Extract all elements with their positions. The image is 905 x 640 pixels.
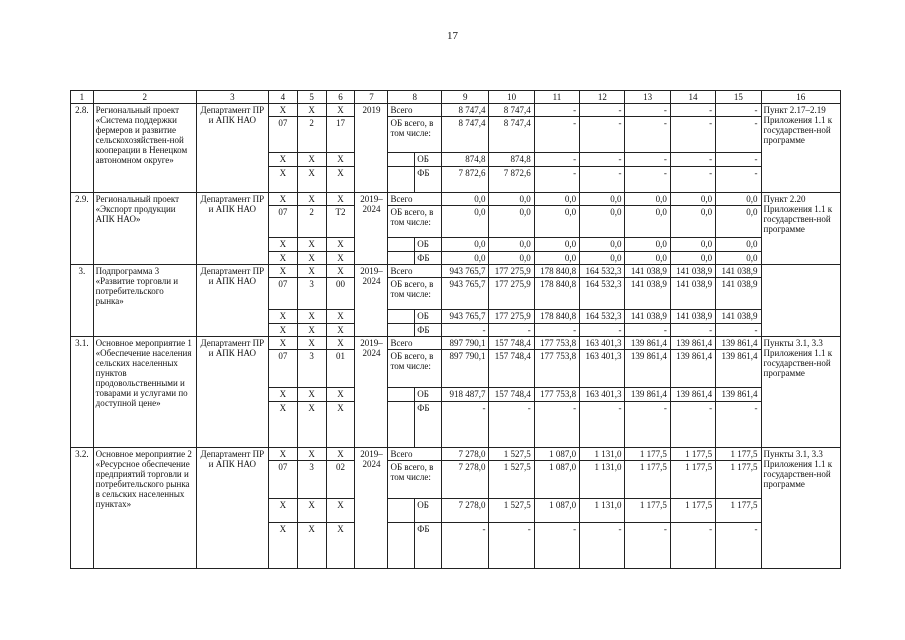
code-cell: X [326, 104, 355, 117]
amount-cell: 8 747,4 [442, 117, 489, 153]
header-cell-7: 7 [355, 91, 388, 104]
years-cell: 2019–2024 [355, 448, 388, 569]
amount-cell: - [580, 117, 625, 153]
funding-source-label: ФБ [415, 324, 442, 337]
amount-cell: - [625, 167, 670, 193]
funding-source-label: ОБ всего, в том числе: [388, 461, 442, 499]
amount-cell: 177 753,8 [534, 337, 579, 350]
amount-cell: 0,0 [442, 252, 489, 265]
code-cell: X [297, 448, 326, 461]
code-cell: X [268, 104, 297, 117]
amount-cell: - [580, 402, 625, 448]
department: Департамент ПР и АПК НАО [196, 448, 268, 569]
amount-cell: 139 861,4 [625, 388, 670, 402]
funding-source-label: ОБ [415, 310, 442, 324]
amount-cell: 139 861,4 [670, 350, 715, 388]
amount-cell: 874,8 [442, 153, 489, 167]
funding-indent-cell [388, 402, 415, 448]
code-cell: X [326, 499, 355, 523]
amount-cell: 1 131,0 [580, 448, 625, 461]
amount-cell: - [580, 153, 625, 167]
amount-cell: 1 087,0 [534, 461, 579, 499]
amount-cell: 943 765,7 [442, 265, 489, 278]
amount-cell: - [534, 167, 579, 193]
years-cell: 2019–2024 [355, 265, 388, 337]
department: Департамент ПР и АПК НАО [196, 337, 268, 448]
amount-cell: 0,0 [534, 206, 579, 238]
code-cell: X [268, 324, 297, 337]
amount-cell: 139 861,4 [716, 350, 761, 388]
amount-cell: 139 861,4 [670, 337, 715, 350]
amount-cell: 141 038,9 [625, 310, 670, 324]
amount-cell: - [534, 523, 579, 569]
header-cell-10: 10 [489, 91, 534, 104]
amount-cell: - [716, 167, 761, 193]
amount-cell: 139 861,4 [716, 388, 761, 402]
code-cell: 2 [297, 206, 326, 238]
amount-cell: 897 790,1 [442, 337, 489, 350]
funding-source-label: ОБ [415, 499, 442, 523]
amount-cell: 1 177,5 [716, 499, 761, 523]
amount-cell: 157 748,4 [489, 337, 534, 350]
header-cell-5: 5 [297, 91, 326, 104]
header-cell-4: 4 [268, 91, 297, 104]
amount-cell: - [625, 523, 670, 569]
amount-cell: - [442, 402, 489, 448]
code-cell: T2 [326, 206, 355, 238]
amount-cell: - [625, 117, 670, 153]
amount-cell: 0,0 [625, 238, 670, 252]
amount-cell: 0,0 [534, 193, 579, 206]
amount-cell: 0,0 [534, 252, 579, 265]
amount-cell: 0,0 [625, 252, 670, 265]
amount-cell: 0,0 [670, 238, 715, 252]
amount-cell: 139 861,4 [670, 388, 715, 402]
amount-cell: 1 131,0 [580, 461, 625, 499]
amount-cell: 0,0 [580, 193, 625, 206]
header-cell-16: 16 [761, 91, 840, 104]
header-cell-15: 15 [716, 91, 761, 104]
code-cell: X [297, 238, 326, 252]
years-cell: 2019–2024 [355, 337, 388, 448]
code-cell: X [326, 448, 355, 461]
code-cell: 00 [326, 278, 355, 310]
amount-cell: 0,0 [670, 252, 715, 265]
amount-cell: 8 747,4 [442, 104, 489, 117]
department: Департамент ПР и АПК НАО [196, 193, 268, 265]
header-cell-13: 13 [625, 91, 670, 104]
code-cell: X [326, 193, 355, 206]
code-cell: 3 [297, 278, 326, 310]
amount-cell: - [625, 153, 670, 167]
code-cell: X [326, 337, 355, 350]
code-cell: 07 [268, 350, 297, 388]
header-cell-9: 9 [442, 91, 489, 104]
department: Департамент ПР и АПК НАО [196, 104, 268, 193]
code-cell: 02 [326, 461, 355, 499]
amount-cell: 1 177,5 [716, 461, 761, 499]
amount-cell: 1 177,5 [670, 448, 715, 461]
code-cell: X [297, 265, 326, 278]
amount-cell: 164 532,3 [580, 278, 625, 310]
amount-cell: - [670, 523, 715, 569]
amount-cell: - [716, 153, 761, 167]
amount-cell: - [442, 523, 489, 569]
amount-cell: 157 748,4 [489, 350, 534, 388]
amount-cell: 139 861,4 [625, 337, 670, 350]
item-name: Основное мероприятие 2 «Ресурсное обеспечение предприятий торговли и потребительского рынка в сельских населенных пунктах» [93, 448, 196, 569]
amount-cell: - [625, 104, 670, 117]
amount-cell: 1 177,5 [670, 461, 715, 499]
funding-source-label: ФБ [415, 167, 442, 193]
amount-cell: 139 861,4 [716, 337, 761, 350]
amount-cell: 141 038,9 [625, 265, 670, 278]
amount-cell: - [580, 167, 625, 193]
code-cell: 07 [268, 206, 297, 238]
funding-indent-cell [388, 310, 415, 324]
code-cell: X [268, 448, 297, 461]
amount-cell: 177 275,9 [489, 310, 534, 324]
header-cell-2: 2 [93, 91, 196, 104]
amount-cell: 7 278,0 [442, 448, 489, 461]
code-cell: X [326, 238, 355, 252]
amount-cell: 7 872,6 [442, 167, 489, 193]
amount-cell: 141 038,9 [625, 278, 670, 310]
amount-cell: - [670, 117, 715, 153]
code-cell: X [268, 310, 297, 324]
amount-cell: 0,0 [442, 193, 489, 206]
code-cell: X [297, 193, 326, 206]
code-cell: X [297, 153, 326, 167]
funding-source-label: ОБ всего, в том числе: [388, 350, 442, 388]
amount-cell: - [625, 324, 670, 337]
funding-source-label: Всего [388, 193, 442, 206]
amount-cell: - [580, 324, 625, 337]
header-cell-1: 1 [71, 91, 94, 104]
amount-cell: 0,0 [716, 238, 761, 252]
amount-cell: - [716, 117, 761, 153]
header-cell-14: 14 [670, 91, 715, 104]
code-cell: 07 [268, 461, 297, 499]
code-cell: X [268, 167, 297, 193]
amount-cell: - [442, 324, 489, 337]
code-cell: X [326, 402, 355, 448]
table-row [71, 448, 841, 461]
amount-cell: 0,0 [489, 193, 534, 206]
funding-source-label: ОБ [415, 153, 442, 167]
header-cell-11: 11 [534, 91, 579, 104]
amount-cell: - [489, 402, 534, 448]
amount-cell: 0,0 [489, 206, 534, 238]
amount-cell: 1 527,5 [489, 499, 534, 523]
code-cell: X [268, 388, 297, 402]
code-cell: 01 [326, 350, 355, 388]
amount-cell: 0,0 [534, 238, 579, 252]
code-cell: X [268, 252, 297, 265]
funding-source-label: ФБ [415, 252, 442, 265]
code-cell: X [326, 324, 355, 337]
amount-cell: 1 131,0 [580, 499, 625, 523]
amount-cell: - [716, 523, 761, 569]
code-cell: 17 [326, 117, 355, 153]
amount-cell: 0,0 [716, 193, 761, 206]
funding-indent-cell [388, 499, 415, 523]
amount-cell: 7 872,6 [489, 167, 534, 193]
funding-indent-cell [388, 153, 415, 167]
amount-cell: 164 532,3 [580, 265, 625, 278]
amount-cell: 943 765,7 [442, 278, 489, 310]
amount-cell: 139 861,4 [625, 350, 670, 388]
amount-cell: - [580, 523, 625, 569]
amount-cell: - [670, 104, 715, 117]
code-cell: X [268, 153, 297, 167]
funding-indent-cell [388, 238, 415, 252]
funding-source-label: Всего [388, 104, 442, 117]
table-row [71, 337, 841, 350]
funding-source-label: ФБ [415, 523, 442, 569]
funding-source-label: ОБ всего, в том числе: [388, 117, 442, 153]
code-cell: X [297, 388, 326, 402]
funding-source-label: ОБ [415, 388, 442, 402]
item-name: Региональный проект «Экспорт продукции АПК НАО» [93, 193, 196, 265]
amount-cell: - [670, 402, 715, 448]
table-row [71, 193, 841, 206]
code-cell: X [297, 523, 326, 569]
funding-indent-cell [388, 167, 415, 193]
code-cell: X [268, 265, 297, 278]
note-cell: Пункты 3.1, 3.3 Приложения 1.1 к государствен-ной программе [761, 337, 840, 448]
code-cell: X [297, 402, 326, 448]
row-number: 3.2. [71, 448, 94, 569]
funding-indent-cell [388, 252, 415, 265]
item-name: Подпрограмма 3 «Развитие торговли и потребительского рынка» [93, 265, 196, 337]
item-name: Региональный проект «Система поддержки фермеров и развитие сельскохозяйствен-ной кооперации в Ненецком автономном округе» [93, 104, 196, 193]
code-cell: X [297, 337, 326, 350]
funding-source-label: Всего [388, 265, 442, 278]
code-cell: 07 [268, 278, 297, 310]
amount-cell: 141 038,9 [670, 310, 715, 324]
code-cell: X [297, 310, 326, 324]
amount-cell: 0,0 [442, 238, 489, 252]
page-number: 17 [447, 30, 458, 42]
department: Департамент ПР и АПК НАО [196, 265, 268, 337]
amount-cell: 1 177,5 [670, 499, 715, 523]
amount-cell: 177 275,9 [489, 278, 534, 310]
amount-cell: 1 177,5 [625, 499, 670, 523]
code-cell: X [268, 193, 297, 206]
header-cell-6: 6 [326, 91, 355, 104]
amount-cell: 163 401,3 [580, 337, 625, 350]
code-cell: X [326, 265, 355, 278]
amount-cell: 1 177,5 [716, 448, 761, 461]
amount-cell: 163 401,3 [580, 388, 625, 402]
amount-cell: - [489, 324, 534, 337]
item-name: Основное мероприятие 1 «Обеспечение населения сельских населенных пунктов продовольственными и товарами и услугами по доступной цене» [93, 337, 196, 448]
amount-cell: 0,0 [489, 238, 534, 252]
amount-cell: 0,0 [716, 252, 761, 265]
amount-cell: 8 747,4 [489, 104, 534, 117]
code-cell: X [268, 499, 297, 523]
amount-cell: 163 401,3 [580, 350, 625, 388]
amount-cell: 177 275,9 [489, 265, 534, 278]
code-cell: X [268, 523, 297, 569]
amount-cell: 7 278,0 [442, 461, 489, 499]
amount-cell: 0,0 [716, 206, 761, 238]
code-cell: 3 [297, 461, 326, 499]
amount-cell: 141 038,9 [670, 278, 715, 310]
row-number: 3. [71, 265, 94, 337]
amount-cell: 178 840,8 [534, 265, 579, 278]
budget-table [70, 90, 841, 569]
amount-cell: 0,0 [670, 206, 715, 238]
amount-cell: 943 765,7 [442, 310, 489, 324]
amount-cell: 8 747,4 [489, 117, 534, 153]
amount-cell: 0,0 [625, 193, 670, 206]
funding-source-label: ОБ [415, 238, 442, 252]
amount-cell: 157 748,4 [489, 388, 534, 402]
row-number: 2.8. [71, 104, 94, 193]
code-cell: X [326, 153, 355, 167]
amount-cell: 1 177,5 [625, 448, 670, 461]
code-cell: 3 [297, 350, 326, 388]
code-cell: X [326, 252, 355, 265]
funding-source-label: Всего [388, 337, 442, 350]
amount-cell: 164 532,3 [580, 310, 625, 324]
amount-cell: 1 527,5 [489, 461, 534, 499]
amount-cell: - [489, 523, 534, 569]
code-cell: 2 [297, 117, 326, 153]
amount-cell: 141 038,9 [716, 310, 761, 324]
amount-cell: - [625, 402, 670, 448]
amount-cell: - [534, 153, 579, 167]
code-cell: X [297, 499, 326, 523]
header-cell-3: 3 [196, 91, 268, 104]
row-number: 2.9. [71, 193, 94, 265]
amount-cell: 141 038,9 [670, 265, 715, 278]
amount-cell: 897 790,1 [442, 350, 489, 388]
funding-source-label: Всего [388, 448, 442, 461]
amount-cell: 1 087,0 [534, 499, 579, 523]
code-cell: 07 [268, 117, 297, 153]
amount-cell: 178 840,8 [534, 310, 579, 324]
amount-cell: 0,0 [580, 206, 625, 238]
amount-cell: 141 038,9 [716, 278, 761, 310]
amount-cell: 1 177,5 [625, 461, 670, 499]
note-cell: Пункт 2.17–2.19 Приложения 1.1 к государствен-ной программе [761, 104, 840, 193]
amount-cell: 7 278,0 [442, 499, 489, 523]
amount-cell: 0,0 [670, 193, 715, 206]
header-cell-12: 12 [580, 91, 625, 104]
table-row [71, 104, 841, 117]
funding-source-label: ОБ всего, в том числе: [388, 278, 442, 310]
header-cell-8: 8 [388, 91, 442, 104]
code-cell: X [268, 402, 297, 448]
note-cell: Пункты 3.1, 3.3 Приложения 1.1 к государствен-ной программе [761, 448, 840, 569]
amount-cell: 874,8 [489, 153, 534, 167]
amount-cell: - [670, 153, 715, 167]
header-row [71, 91, 841, 104]
amount-cell: 177 753,8 [534, 350, 579, 388]
amount-cell: - [534, 117, 579, 153]
amount-cell: - [670, 324, 715, 337]
row-number: 3.1. [71, 337, 94, 448]
code-cell: X [326, 523, 355, 569]
code-cell: X [297, 252, 326, 265]
note-cell: Пункт 2.20 Приложения 1.1 к государствен-ной программе [761, 193, 840, 265]
years-cell: 2019–2024 [355, 193, 388, 265]
funding-indent-cell [388, 523, 415, 569]
amount-cell: - [670, 167, 715, 193]
amount-cell: 0,0 [442, 206, 489, 238]
amount-cell: - [716, 104, 761, 117]
amount-cell: - [716, 402, 761, 448]
amount-cell: 141 038,9 [716, 265, 761, 278]
amount-cell: - [580, 104, 625, 117]
code-cell: X [326, 310, 355, 324]
code-cell: X [297, 324, 326, 337]
amount-cell: - [716, 324, 761, 337]
table-row [71, 265, 841, 278]
years-cell: 2019 [355, 104, 388, 193]
amount-cell: 0,0 [489, 252, 534, 265]
amount-cell: 1 087,0 [534, 448, 579, 461]
amount-cell: - [534, 324, 579, 337]
note-cell [761, 265, 840, 337]
funding-source-label: ОБ всего, в том числе: [388, 206, 442, 238]
amount-cell: 0,0 [580, 252, 625, 265]
funding-indent-cell [388, 388, 415, 402]
funding-source-label: ФБ [415, 402, 442, 448]
amount-cell: 178 840,8 [534, 278, 579, 310]
code-cell: X [297, 167, 326, 193]
code-cell: X [268, 238, 297, 252]
code-cell: X [268, 337, 297, 350]
code-cell: X [326, 388, 355, 402]
amount-cell: 177 753,8 [534, 388, 579, 402]
amount-cell: 0,0 [625, 206, 670, 238]
code-cell: X [297, 104, 326, 117]
funding-indent-cell [388, 324, 415, 337]
code-cell: X [326, 167, 355, 193]
amount-cell: - [534, 104, 579, 117]
amount-cell: - [534, 402, 579, 448]
amount-cell: 0,0 [580, 238, 625, 252]
amount-cell: 1 527,5 [489, 448, 534, 461]
amount-cell: 918 487,7 [442, 388, 489, 402]
